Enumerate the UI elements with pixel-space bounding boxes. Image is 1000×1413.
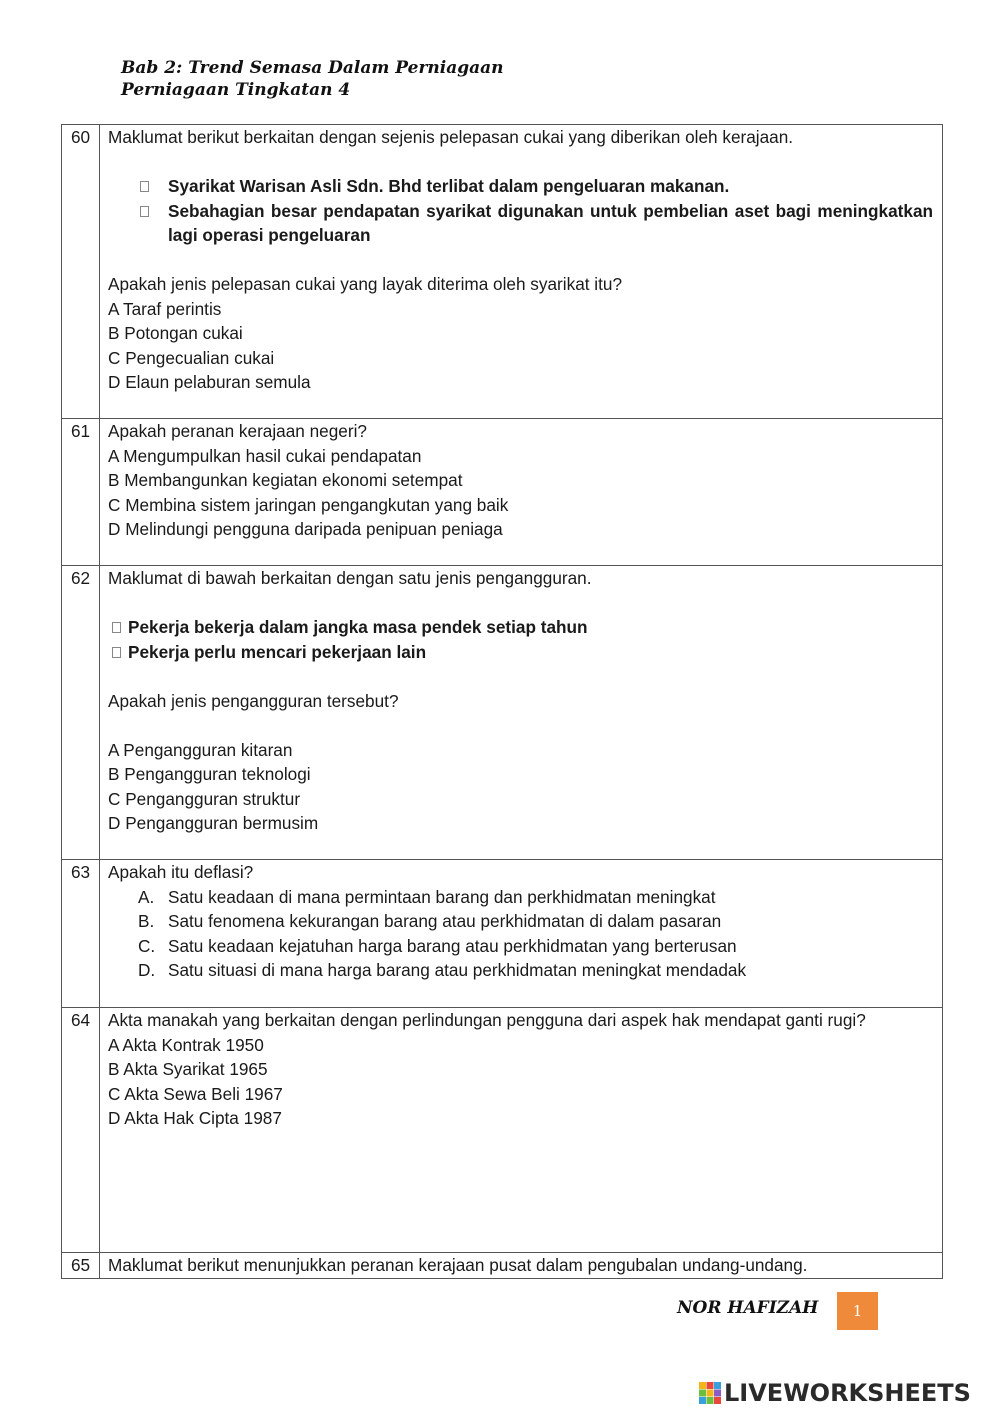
answer-option: A Taraf perintis (108, 298, 222, 319)
answer-option: C Akta Sewa Beli 1967 (108, 1083, 283, 1104)
question-stem: Apakah itu deflasi? (108, 862, 254, 882)
header-subject: Perniagaan Tingkatan 4 (121, 80, 351, 100)
question-number: 62 (62, 566, 100, 860)
question-number: 63 (62, 860, 100, 1008)
page-number: 1 (837, 1292, 878, 1330)
author-name: NOR HAFIZAH (677, 1298, 819, 1318)
question-body (100, 566, 943, 860)
liveworksheets-logo-icon (699, 1382, 721, 1404)
question-body (100, 1008, 943, 1253)
info-bullet: Syarikat Warisan Asli Sdn. Bhd terlibat dalam pengeluaran makanan. (108, 174, 933, 199)
answer-option: C. Satu keadaan kejatuhan harga barang atau perkhidmatan yang berterusan (138, 935, 737, 956)
question-row-63 (62, 860, 943, 1008)
answer-option: A Mengumpulkan hasil cukai pendapatan (108, 445, 422, 466)
answer-option: D Akta Hak Cipta 1987 (108, 1108, 282, 1128)
answer-option: D Elaun pelaburan semula (108, 372, 311, 392)
question-body (100, 419, 943, 566)
question-stem: Maklumat berikut berkaitan dengan sejenis pelepasan cukai yang diberikan oleh kerajaan. (108, 127, 794, 147)
answer-option: A. Satu keadaan di mana permintaan barang dan perkhidmatan meningkat (138, 886, 716, 907)
question-row-64 (62, 1008, 943, 1253)
question-number: 65 (62, 1253, 100, 1279)
question-body (100, 1253, 943, 1279)
question-prompt: Apakah jenis pengangguran tersebut? (108, 690, 399, 711)
question-stem: Akta manakah yang berkaitan dengan perlindungan pengguna dari aspek hak mendapat ganti rugi? (108, 1010, 866, 1030)
answer-option: B Akta Syarikat 1965 (108, 1059, 268, 1079)
answer-option: B Pengangguran teknologi (108, 764, 311, 784)
answer-option: B Membangunkan kegiatan ekonomi setempat (108, 470, 463, 490)
liveworksheets-brand[interactable] (699, 1378, 971, 1408)
checkbox-icon (140, 206, 149, 217)
checkbox-icon (140, 181, 149, 192)
question-body (100, 125, 943, 419)
question-stem: Maklumat berikut menunjukkan peranan kerajaan pusat dalam pengubalan undang-undang. (108, 1255, 808, 1275)
question-stem: Maklumat di bawah berkaitan dengan satu jenis pengangguran. (108, 568, 592, 588)
option-list (108, 885, 933, 983)
document-header (121, 57, 504, 101)
answer-option: C Membina sistem jaringan pengangkutan yang baik (108, 494, 509, 515)
question-prompt: Apakah jenis pelepasan cukai yang layak diterima oleh syarikat itu? (108, 274, 623, 294)
question-table (61, 124, 943, 1279)
info-bullet: Sebahagian besar pendapatan syarikat digunakan untuk pembelian aset bagi meningkatkan lagi operasi pengeluaran (108, 199, 933, 248)
answer-option: D. Satu situasi di mana harga barang atau perkhidmatan meningkat mendadak (138, 960, 747, 980)
checkbox-icon (112, 622, 121, 633)
question-body (100, 860, 943, 1008)
answer-option: D Pengangguran bermusim (108, 813, 319, 833)
answer-option: A Akta Kontrak 1950 (108, 1034, 264, 1055)
info-bullet: Pekerja bekerja dalam jangka masa pendek setiap tahun (108, 615, 933, 640)
answer-option: B Potongan cukai (108, 323, 243, 343)
answer-option: C Pengecualian cukai (108, 347, 275, 368)
answer-option: B. Satu fenomena kekurangan barang atau perkhidmatan di dalam pasaran (138, 911, 722, 931)
question-row-65 (62, 1253, 943, 1279)
checkbox-icon (112, 647, 121, 658)
question-row-60 (62, 125, 943, 419)
question-number: 61 (62, 419, 100, 566)
question-row-61 (62, 419, 943, 566)
answer-option: D Melindungi pengguna daripada penipuan peniaga (108, 519, 503, 539)
answer-option: A Pengangguran kitaran (108, 739, 293, 760)
question-stem: Apakah peranan kerajaan negeri? (108, 421, 367, 441)
answer-option: C Pengangguran struktur (108, 788, 301, 809)
question-number: 64 (62, 1008, 100, 1253)
question-number: 60 (62, 125, 100, 419)
brand-name: LIVEWORKSHEETS (724, 1379, 971, 1407)
header-chapter-title: Bab 2: Trend Semasa Dalam Perniagaan (121, 58, 504, 78)
info-bullet: Pekerja perlu mencari pekerjaan lain (108, 640, 933, 665)
question-row-62 (62, 566, 943, 860)
